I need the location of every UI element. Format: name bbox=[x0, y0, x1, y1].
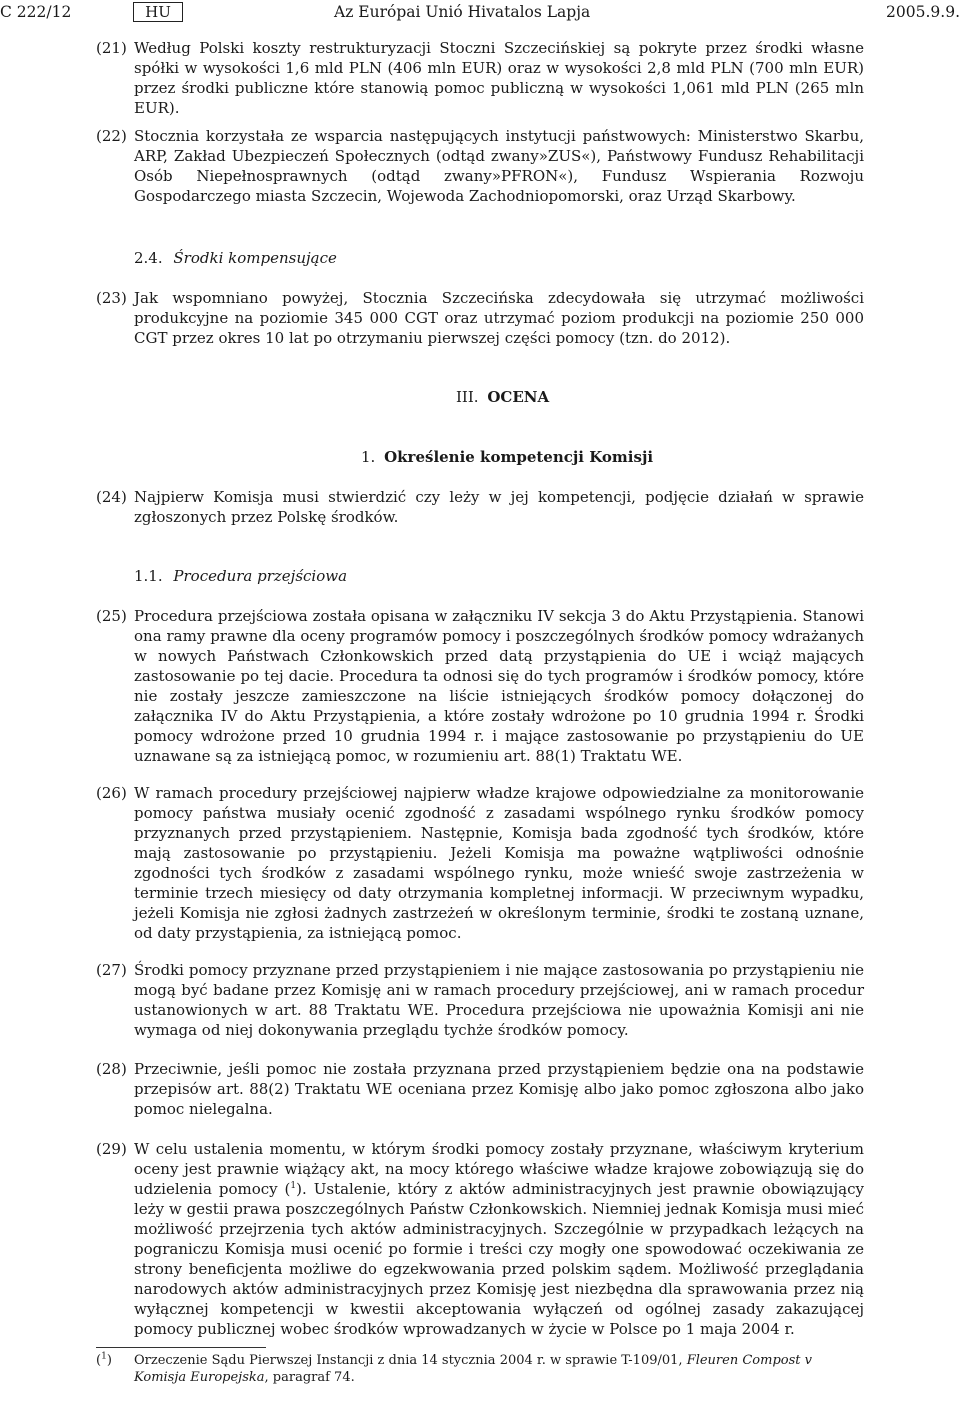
paragraph-text: Stocznia korzystała ze wsparcia następujących instytucji państwowych: Ministerstwo Skarbu, ARP, Zakład Ubezpieczeń Społecznych (odtąd zwany»ZUS«), Państwowy Fundusz Rehabilitacji Osób Niepełnosprawnych (odtąd zwany»PFRON«), Fundusz Wspierania Rozwoju Gospodarczego miasta Szczecin, Wojewoda Zachodniopomorski, oraz Urząd Skarbowy. bbox=[134, 127, 864, 205]
paragraph-22 bbox=[96, 126, 864, 206]
section-title: Środki kompensujące bbox=[173, 249, 337, 267]
paragraph-text-part: ). Ustalenie, który z aktów administracyjnych jest prawnie obowiązujący leży w gestii prawa poszczególnych Państw Członkowskich. Niemniej jednak Komisja musi mieć możliwość przejrzenia tych aktów administracyjnych. Szczególnie w przypadkach leżących na pograniczu Komisja musi ocenić po formie i treści czy mogły one spowodować oczekiwania ze strony beneficjenta możliwe do egzekwowania przed polskim sądem. Możliwość przeglądania narodowych aktów administracyjnych przez Komisję jest niezbędna dla sprawowania przez nią wyłącznej kompetencji w kwestii akceptowania wyłączeń od ogólnej zasady zakazującej pomocy publicznej wobec środków wprowadzanych w życie w Polsce po 1 maja 2004 r. bbox=[134, 1180, 864, 1338]
footnote-text-part: Orzeczenie Sądu Pierwszej Instancji z dnia 14 stycznia 2004 r. w sprawie T-109/01, bbox=[134, 1353, 687, 1368]
section-title: Procedura przejściowa bbox=[173, 567, 348, 585]
paragraph-text: Jak wspomniano powyżej, Stocznia Szczecińska zdecydowała się utrzymać możliwości produkcyjne na poziomie 345 000 CGT oraz utrzymać poziom produkcji na poziomie 250 000 CGT przez okres 10 lat po otrzymaniu pierwszej części pomocy (tzn. do 2012). bbox=[134, 289, 864, 347]
section-heading-1 bbox=[361, 447, 653, 467]
paragraph-text: Procedura przejściowa została opisana w załączniku IV sekcja 3 do Aktu Przystąpienia. Stanowi ona ramy prawne dla oceny programów pomocy i poszczególnych środków pomocy wdrażanych w nowych Państwach Członkowskich przed datą przystąpienia do UE i wciąż mających zastosowanie po tej dacie. Procedura ta odnosi się do tych programów i środków pomocy, które nie zostały jeszcze zamieszczone na liście istniejących środków pomocy dołączonej do załącznika IV do Aktu Przystąpienia, a które zostały wdrożone po 10 grudnia 1994 r. Środki pomocy wdrożone przed 10 grudnia 1994 r. i mające zastosowanie po przystąpieniu do UE uznawane są za istniejącą pomoc, w rozumieniu art. 88(1) Traktatu WE. bbox=[134, 607, 864, 765]
paragraph-number: (26) bbox=[96, 784, 127, 802]
paragraph-number: (22) bbox=[96, 127, 127, 145]
paragraph-number: (24) bbox=[96, 488, 127, 506]
paragraph-number: (25) bbox=[96, 607, 127, 625]
paragraph-number: (28) bbox=[96, 1060, 127, 1078]
footnote bbox=[96, 1352, 864, 1386]
paragraph-text: W ramach procedury przejściowej najpierw władze krajowe odpowiedzialne za monitorowanie pomocy państwa musiały ocenić zgodność z zasadami wspólnego rynku środków pomocy przyznanych przed przystąpieniem. Następnie, Komisja bada zgodność tych środków, które mają zastosowanie po przystąpieniu. Jeżeli Komisja ma poważne wątpliwości odnośnie zgodności tych środków z zasadami wspólnego rynku, może wnieść swoje zastrzeżenia w terminie trzech miesięcy od daty otrzymania kompletnej informacji. W przeciwnym wypadku, jeżeli Komisja nie zgłosi żadnych zastrzeżeń w określonym terminie, środki te zostaną uznane, od daty przystąpienia, za istniejącą pomoc. bbox=[134, 784, 864, 942]
footnote-reference[interactable]: 1 bbox=[290, 1181, 297, 1191]
issue-date: 2005.9.9. bbox=[886, 3, 960, 21]
section-heading-2-4 bbox=[134, 248, 337, 268]
paragraph-text: Najpierw Komisja musi stwierdzić czy leży w jej kompetencji, podjęcie działań w sprawie zgłoszonych przez Polskę środków. bbox=[134, 488, 864, 526]
footnote-number: ($^1$) bbox=[96, 1351, 112, 1368]
section-heading-iii bbox=[456, 387, 549, 407]
paragraph-text: Środki pomocy przyznane przed przystąpieniem i nie mające zastosowania po przystąpieniu nie mogą być badane przez Komisję ani w ramach procedury przejściowej, ani w ramach procedur ustanowionych w art. 88 Traktatu WE. Procedura przejściowa nie upoważnia Komisji ani nie wymaga od niej dokonywania przeglądu tychże środków pomocy. bbox=[134, 961, 864, 1039]
paragraph-number: (27) bbox=[96, 961, 127, 979]
paragraph-number: (29) bbox=[96, 1140, 127, 1158]
section-number: III. bbox=[456, 388, 479, 406]
paragraph-28 bbox=[96, 1059, 864, 1119]
paragraph-23 bbox=[96, 288, 864, 348]
paragraph-24 bbox=[96, 487, 864, 527]
footnote-text bbox=[134, 1352, 864, 1386]
footnote-text-part: , paragraf 74. bbox=[264, 1370, 355, 1385]
paragraph-29 bbox=[96, 1139, 864, 1339]
paragraph-21 bbox=[96, 38, 864, 118]
paragraph-text: Według Polski koszty restrukturyzacji Stoczni Szczecińskiej są pokryte przez środki własne spółki w wysokości 1,6 mld PLN (406 mln EUR) oraz w wysokości 2,8 mld PLN (700 mln EUR) przez środki publiczne które stanowią pomoc publiczną w wysokości 1,061 mld PLN (265 mln EUR). bbox=[134, 39, 864, 117]
section-number: 1. bbox=[361, 448, 376, 466]
section-title: OCENA bbox=[487, 388, 550, 406]
paragraph-text bbox=[134, 1139, 864, 1339]
paragraph-number: (23) bbox=[96, 289, 127, 307]
page-number: C 222/12 bbox=[0, 3, 72, 21]
language-badge: HU bbox=[133, 2, 183, 22]
paragraph-text-part: W celu ustalenia momentu, w którym środki pomocy zostały przyznane, właściwym kryterium oceny jest prawnie wiążący akt, na mocy którego właściwe władze krajowe zobowiązują się do udzielenia pomocy ( bbox=[134, 1140, 864, 1198]
footnote-marker: 1 bbox=[101, 1351, 107, 1362]
paragraph-26 bbox=[96, 783, 864, 943]
footnote-case-name: Fleuren Compost v Komisja Europejska bbox=[134, 1353, 812, 1385]
section-number: 2.4. bbox=[134, 249, 163, 267]
footnote-divider bbox=[96, 1347, 266, 1348]
page-header bbox=[0, 0, 960, 26]
paragraph-27 bbox=[96, 960, 864, 1040]
paragraph-number: (21) bbox=[96, 39, 127, 57]
section-title: Określenie kompetencji Komisji bbox=[384, 448, 654, 466]
paragraph-25 bbox=[96, 606, 864, 766]
section-number: 1.1. bbox=[134, 567, 163, 585]
journal-title: Az Európai Unió Hivatalos Lapja bbox=[334, 3, 591, 21]
section-heading-1-1 bbox=[134, 566, 347, 586]
paragraph-text: Przeciwnie, jeśli pomoc nie została przyznana przed przystąpieniem będzie ona na podstawie przepisów art. 88(2) Traktatu WE oceniana przez Komisję albo jako pomoc zgłoszona albo jako pomoc nielegalna. bbox=[134, 1060, 864, 1118]
